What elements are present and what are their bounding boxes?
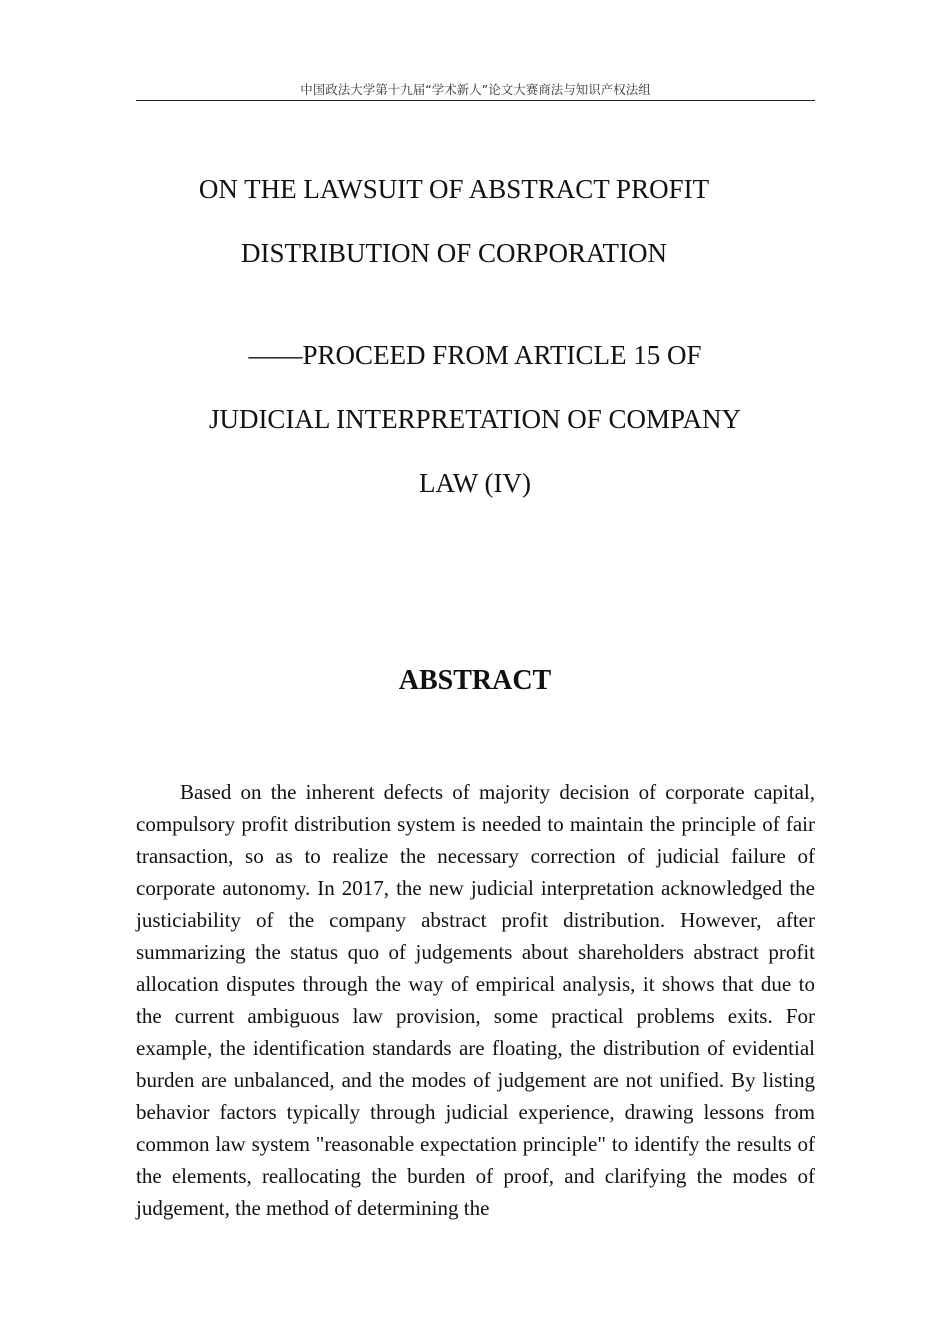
paper-title-line-2: DISTRIBUTION OF CORPORATION — [240, 238, 668, 268]
running-header: 中国政法大学第十九届“学术新人”论文大赛商法与知识产权法组 — [136, 80, 815, 101]
paper-subtitle-line-1: ——PROCEED FROM ARTICLE 15 OF — [248, 340, 702, 370]
paper-subtitle-line-2: JUDICIAL INTERPRETATION OF COMPANY — [208, 404, 742, 434]
paper-subtitle-line-3: LAW (IV) — [418, 468, 532, 498]
abstract-body: Based on the inherent defects of majority decision of corporate capital, compulsory profit distribution system is needed to maintain the principle of fair transaction, so as to realize the necessary correction of judicial failure of corporate autonomy. In 2017, the new judicial interpretation acknowledged the justiciability of the company abstract profit distribution. However, after summarizing the status quo of judgements about shareholders abstract profit allocation disputes through the way of empirical analysis, it shows that due to the current ambiguous law provision, some practical problems exits. For example, the identification standards are floating, the distribution of evidential burden are unbalanced, and the modes of judgement are not unified. By listing behavior factors typically through judicial experience, drawing lessons from common law system "reasonable expectation principle" to identify the results of the elements, reallocating the burden of proof, and clarifying the modes of judgement, the method of determining the — [136, 780, 815, 1220]
abstract-heading: ABSTRACT — [398, 665, 552, 696]
paper-title-line-1: ON THE LAWSUIT OF ABSTRACT PROFIT — [198, 174, 710, 204]
